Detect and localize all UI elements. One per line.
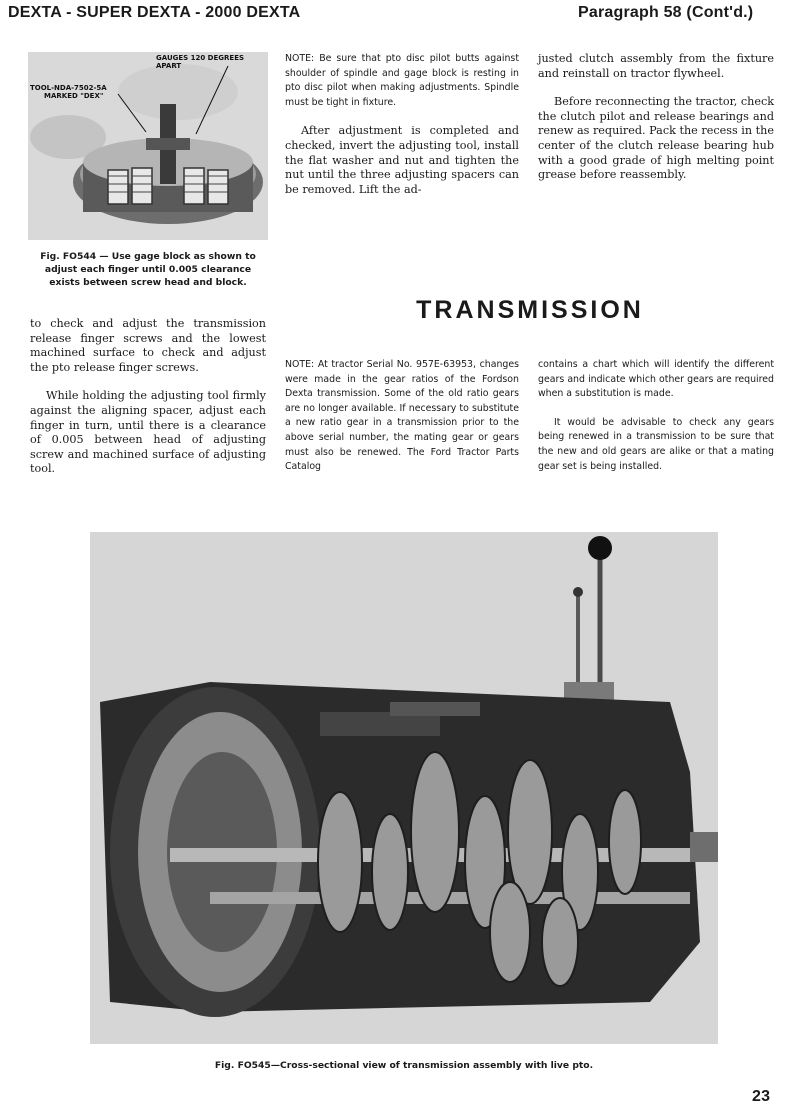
clutch-adjusting-tool-illustration <box>28 52 268 240</box>
paragraph: Before reconnecting the tractor, check the clutch pilot and release bearings and renew as required. Pack the recess in the center of the clutch release bearing hub with a good grade of high melting point grease before reassembly. <box>538 95 774 182</box>
paragraph: After adjustment is completed and checked, invert the adjusting tool, install the flat washer and nut and tighten the nut until the three adjusting spacers can be removed. Lift the ad- <box>285 124 519 196</box>
note-paragraph: NOTE: Be sure that pto disc pilot butts against shoulder of spindle and gage block is resting in pto disc pilot when making adjustments. Spindle must be tight in fixture. <box>285 53 519 108</box>
figure-fo544-photo <box>28 52 268 240</box>
figure-label-tool-number: TOOL-NDA-7502-5A <box>30 84 107 92</box>
caption-line: adjust each finger until 0.005 clearance <box>44 264 252 275</box>
figure-label-gauges: GAUGES 120 DEGREES APART <box>156 54 245 70</box>
figure-fo544-caption <box>28 250 268 289</box>
paragraph: contains a chart which will identify the different gears and indicate which other gears are required when a substitution is made. <box>538 359 774 400</box>
note-paragraph: NOTE: At tractor Serial No. 957E-63953, changes were made in the gear ratios of the Fordson Dexta transmission. Some of the old ratio gears are no longer available. If necessary to substitute a new ratio gear in a transmission prior to the above serial number, the mating gear or gears must also be renewed. The Ford Tractor Parts Catalog <box>285 359 519 473</box>
paragraph: While holding the adjusting tool firmly against the aligning spacer, adjust each finger in turn, until there is a clearance of 0.005 between head of adjusting screw and machined surface of adjusting tool. <box>30 389 266 476</box>
section-title: TRANSMISSION <box>416 296 644 324</box>
running-header-title: DEXTA - SUPER DEXTA - 2000 DEXTA <box>8 4 301 21</box>
figure-fo545-caption: Fig. FO545—Cross-sectional view of transmission assembly with live pto. <box>214 1060 594 1071</box>
paragraph: justed clutch assembly from the fixture and reinstall on tractor flywheel. <box>538 52 774 80</box>
figure-fo545-photo <box>90 532 718 1044</box>
figure-label-tool-marking: MARKED "DEX" <box>44 92 104 100</box>
running-header-paragraph: Paragraph 58 (Cont'd.) <box>578 4 754 21</box>
transmission-cross-section-illustration <box>90 532 718 1044</box>
paragraph: to check and adjust the transmission release finger screws and the lowest machined surface to check and adjust the pto release finger screws. <box>30 317 266 374</box>
caption-line: exists between screw head and block. <box>49 277 247 288</box>
paragraph: It would be advisable to check any gears being renewed in a transmission to be sure that the new and old gears are alike or that a mating gear set is being installed. <box>538 416 774 472</box>
column2-bottom-text <box>285 358 519 475</box>
caption-line: Fig. FO544 — Use gage block as shown to <box>40 251 256 262</box>
column2-top-text <box>285 52 519 197</box>
column1-text <box>30 317 266 477</box>
column3-bottom-text <box>538 358 774 474</box>
page-number: 23 <box>752 1088 771 1105</box>
column3-top-text <box>538 52 774 183</box>
